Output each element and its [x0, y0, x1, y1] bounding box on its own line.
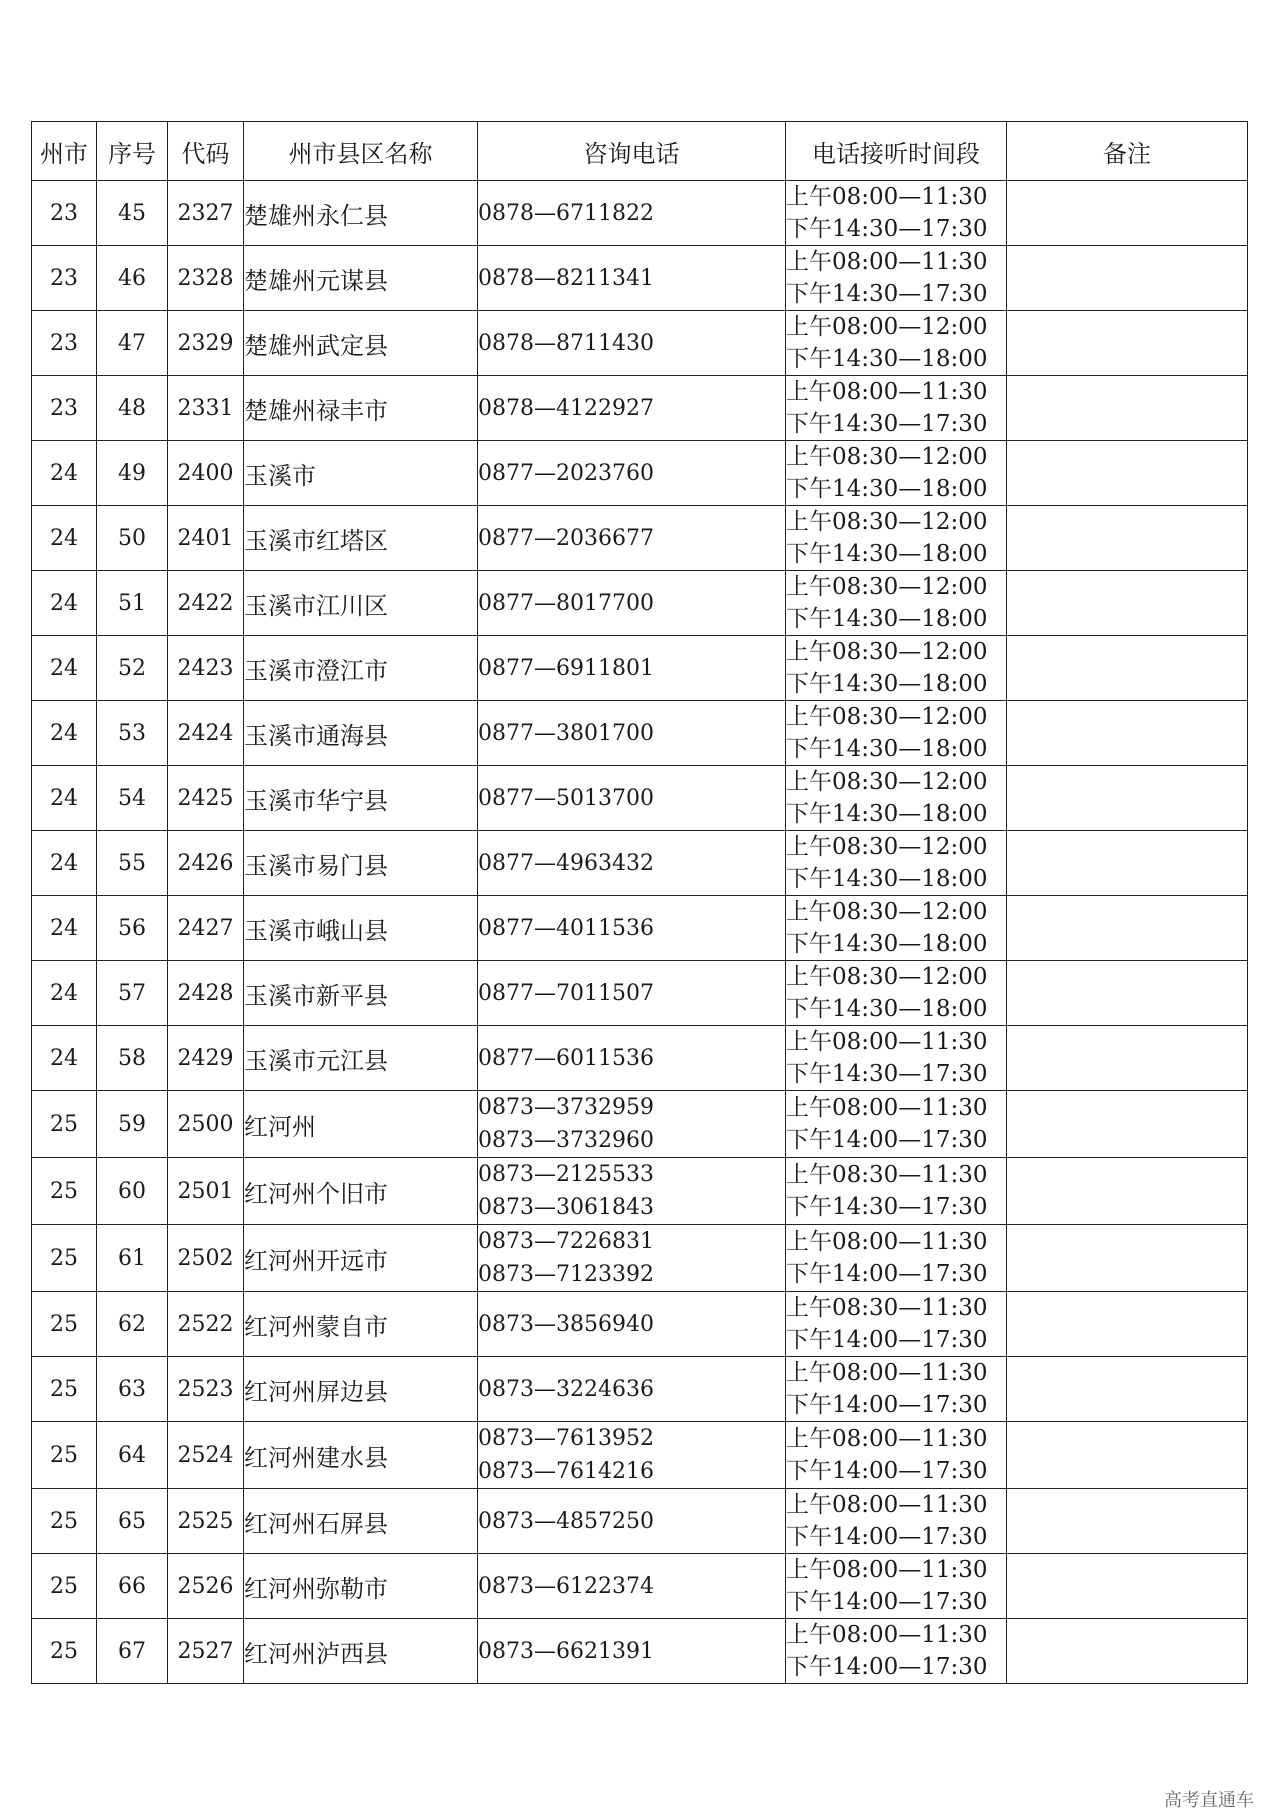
cell-district-name: 楚雄州武定县 — [244, 311, 478, 376]
afternoon-hours: 下午14:00—17:30 — [786, 1327, 988, 1353]
afternoon-hours: 下午14:30—18:00 — [786, 346, 988, 372]
cell-code: 2523 — [168, 1357, 244, 1422]
cell-prefecture: 24 — [32, 961, 97, 1026]
cell-hours — [786, 961, 1007, 1026]
cell-district-name: 红河州石屏县 — [244, 1489, 478, 1554]
phone-number: 0877—8017700 — [478, 590, 654, 616]
table-header — [32, 122, 1248, 181]
cell-hours — [786, 701, 1007, 766]
cell-prefecture: 25 — [32, 1091, 97, 1158]
cell-sequence: 47 — [97, 311, 168, 376]
cell-phone — [478, 1225, 786, 1292]
cell-phone — [478, 1489, 786, 1554]
morning-hours: 上午08:00—11:30 — [786, 1426, 988, 1452]
morning-hours: 上午08:30—12:00 — [786, 444, 988, 470]
cell-district-name: 玉溪市华宁县 — [244, 766, 478, 831]
cell-note — [1007, 181, 1248, 246]
cell-note — [1007, 1026, 1248, 1091]
cell-sequence: 48 — [97, 376, 168, 441]
cell-prefecture: 25 — [32, 1292, 97, 1357]
cell-sequence: 62 — [97, 1292, 168, 1357]
cell-code: 2328 — [168, 246, 244, 311]
afternoon-hours: 下午14:30—17:30 — [786, 216, 988, 242]
cell-sequence: 67 — [97, 1619, 168, 1684]
cell-sequence: 58 — [97, 1026, 168, 1091]
phone-number: 0877—3801700 — [478, 720, 654, 746]
cell-sequence: 50 — [97, 506, 168, 571]
cell-note — [1007, 1225, 1248, 1292]
cell-code: 2424 — [168, 701, 244, 766]
cell-hours — [786, 1091, 1007, 1158]
cell-phone — [478, 181, 786, 246]
phone-number: 0878—4122927 — [478, 395, 654, 421]
cell-sequence: 49 — [97, 441, 168, 506]
cell-district-name: 红河州开远市 — [244, 1225, 478, 1292]
afternoon-hours: 下午14:30—18:00 — [786, 476, 988, 502]
table-row — [32, 311, 1248, 376]
phone-number: 0873—6621391 — [478, 1638, 654, 1664]
cell-sequence: 54 — [97, 766, 168, 831]
header-code: 代码 — [168, 122, 244, 181]
table-row — [32, 1091, 1248, 1158]
cell-code: 2426 — [168, 831, 244, 896]
cell-phone — [478, 896, 786, 961]
cell-note — [1007, 376, 1248, 441]
cell-district-name: 红河州个旧市 — [244, 1158, 478, 1225]
cell-code: 2401 — [168, 506, 244, 571]
cell-prefecture: 24 — [32, 701, 97, 766]
cell-code: 2400 — [168, 441, 244, 506]
cell-prefecture: 25 — [32, 1158, 97, 1225]
cell-district-name: 玉溪市澄江市 — [244, 636, 478, 701]
cell-district-name: 楚雄州永仁县 — [244, 181, 478, 246]
header-note: 备注 — [1007, 122, 1248, 181]
watermark: 高考直通车 — [1164, 1790, 1254, 1811]
cell-phone — [478, 636, 786, 701]
cell-phone — [478, 311, 786, 376]
cell-hours — [786, 441, 1007, 506]
morning-hours: 上午08:30—12:00 — [786, 769, 988, 795]
table-row — [32, 376, 1248, 441]
cell-sequence: 57 — [97, 961, 168, 1026]
cell-district-name: 楚雄州禄丰市 — [244, 376, 478, 441]
afternoon-hours: 下午14:30—18:00 — [786, 606, 988, 632]
cell-hours — [786, 376, 1007, 441]
cell-phone — [478, 961, 786, 1026]
afternoon-hours: 下午14:30—18:00 — [786, 736, 988, 762]
phone-number: 0873—7226831 — [478, 1229, 654, 1254]
cell-district-name: 玉溪市 — [244, 441, 478, 506]
phone-number: 0877—4011536 — [478, 915, 654, 941]
cell-phone — [478, 1026, 786, 1091]
cell-code: 2500 — [168, 1091, 244, 1158]
cell-note — [1007, 896, 1248, 961]
cell-phone — [478, 766, 786, 831]
cell-note — [1007, 571, 1248, 636]
phone-number: 0873—3856940 — [478, 1311, 654, 1337]
table-body — [32, 181, 1248, 1684]
cell-note — [1007, 636, 1248, 701]
cell-code: 2525 — [168, 1489, 244, 1554]
cell-district-name: 玉溪市峨山县 — [244, 896, 478, 961]
contact-table — [31, 121, 1248, 1684]
cell-code: 2522 — [168, 1292, 244, 1357]
table-row — [32, 246, 1248, 311]
cell-hours — [786, 311, 1007, 376]
cell-sequence: 65 — [97, 1489, 168, 1554]
table-row — [32, 1026, 1248, 1091]
cell-prefecture: 24 — [32, 896, 97, 961]
cell-hours — [786, 1225, 1007, 1292]
cell-note — [1007, 1554, 1248, 1619]
phone-number: 0873—7614216 — [478, 1459, 654, 1484]
cell-phone — [478, 1158, 786, 1225]
morning-hours: 上午08:00—12:00 — [786, 314, 988, 340]
header-district-name: 州市县区名称 — [244, 122, 478, 181]
cell-code: 2428 — [168, 961, 244, 1026]
cell-sequence: 61 — [97, 1225, 168, 1292]
cell-sequence: 52 — [97, 636, 168, 701]
cell-phone — [478, 506, 786, 571]
cell-sequence: 56 — [97, 896, 168, 961]
cell-note — [1007, 1357, 1248, 1422]
cell-code: 2427 — [168, 896, 244, 961]
afternoon-hours: 下午14:30—18:00 — [786, 866, 988, 892]
cell-prefecture: 25 — [32, 1225, 97, 1292]
cell-hours — [786, 831, 1007, 896]
cell-prefecture: 25 — [32, 1422, 97, 1489]
cell-hours — [786, 1158, 1007, 1225]
cell-hours — [786, 1554, 1007, 1619]
cell-hours — [786, 1489, 1007, 1554]
cell-code: 2429 — [168, 1026, 244, 1091]
cell-code: 2526 — [168, 1554, 244, 1619]
cell-note — [1007, 961, 1248, 1026]
phone-number: 0873—3732960 — [478, 1128, 654, 1153]
cell-phone — [478, 1554, 786, 1619]
cell-note — [1007, 701, 1248, 766]
cell-phone — [478, 376, 786, 441]
cell-phone — [478, 701, 786, 766]
morning-hours: 上午08:00—11:30 — [786, 1360, 988, 1386]
cell-sequence: 53 — [97, 701, 168, 766]
cell-district-name: 红河州 — [244, 1091, 478, 1158]
table-row — [32, 1225, 1248, 1292]
morning-hours: 上午08:30—12:00 — [786, 704, 988, 730]
morning-hours: 上午08:00—11:30 — [786, 1492, 988, 1518]
cell-prefecture: 25 — [32, 1554, 97, 1619]
cell-district-name: 红河州建水县 — [244, 1422, 478, 1489]
morning-hours: 上午08:00—11:30 — [786, 1229, 988, 1255]
cell-code: 2524 — [168, 1422, 244, 1489]
phone-number: 0878—8711430 — [478, 330, 654, 356]
cell-district-name: 玉溪市易门县 — [244, 831, 478, 896]
phone-number: 0873—6122374 — [478, 1573, 654, 1599]
table-row — [32, 766, 1248, 831]
cell-code: 2331 — [168, 376, 244, 441]
cell-phone — [478, 1292, 786, 1357]
cell-note — [1007, 1158, 1248, 1225]
cell-prefecture: 23 — [32, 311, 97, 376]
cell-note — [1007, 1489, 1248, 1554]
morning-hours: 上午08:00—11:30 — [786, 1622, 988, 1648]
afternoon-hours: 下午14:00—17:30 — [786, 1261, 988, 1287]
phone-number: 0873—3061843 — [478, 1195, 654, 1220]
cell-note — [1007, 441, 1248, 506]
cell-hours — [786, 636, 1007, 701]
table-row — [32, 1554, 1248, 1619]
phone-number: 0873—2125533 — [478, 1162, 654, 1187]
cell-note — [1007, 1091, 1248, 1158]
phone-number: 0877—4963432 — [478, 850, 654, 876]
cell-note — [1007, 246, 1248, 311]
cell-district-name: 玉溪市江川区 — [244, 571, 478, 636]
cell-phone — [478, 1422, 786, 1489]
cell-hours — [786, 896, 1007, 961]
cell-phone — [478, 571, 786, 636]
cell-prefecture: 24 — [32, 1026, 97, 1091]
cell-prefecture: 24 — [32, 766, 97, 831]
phone-number: 0878—8211341 — [478, 265, 654, 291]
morning-hours: 上午08:00—11:30 — [786, 1557, 988, 1583]
cell-code: 2423 — [168, 636, 244, 701]
morning-hours: 上午08:30—12:00 — [786, 574, 988, 600]
header-prefecture: 州市 — [32, 122, 97, 181]
phone-number: 0878—6711822 — [478, 200, 654, 226]
cell-note — [1007, 1292, 1248, 1357]
cell-hours — [786, 571, 1007, 636]
phone-number: 0877—5013700 — [478, 785, 654, 811]
cell-code: 2501 — [168, 1158, 244, 1225]
afternoon-hours: 下午14:00—17:30 — [786, 1392, 988, 1418]
cell-note — [1007, 1619, 1248, 1684]
cell-district-name: 红河州弥勒市 — [244, 1554, 478, 1619]
cell-note — [1007, 766, 1248, 831]
cell-hours — [786, 1422, 1007, 1489]
cell-phone — [478, 1091, 786, 1158]
cell-hours — [786, 181, 1007, 246]
cell-phone — [478, 441, 786, 506]
table-row — [32, 1619, 1248, 1684]
table-row — [32, 1489, 1248, 1554]
afternoon-hours: 下午14:30—17:30 — [786, 281, 988, 307]
cell-hours — [786, 1619, 1007, 1684]
afternoon-hours: 下午14:00—17:30 — [786, 1524, 988, 1550]
cell-sequence: 59 — [97, 1091, 168, 1158]
cell-prefecture: 23 — [32, 376, 97, 441]
table-row — [32, 961, 1248, 1026]
cell-code: 2327 — [168, 181, 244, 246]
cell-hours — [786, 766, 1007, 831]
table-row — [32, 1422, 1248, 1489]
cell-district-name: 红河州蒙自市 — [244, 1292, 478, 1357]
cell-sequence: 46 — [97, 246, 168, 311]
cell-prefecture: 24 — [32, 506, 97, 571]
cell-prefecture: 25 — [32, 1357, 97, 1422]
table-row — [32, 181, 1248, 246]
cell-district-name: 玉溪市通海县 — [244, 701, 478, 766]
morning-hours: 上午08:30—12:00 — [786, 834, 988, 860]
phone-number: 0877—6011536 — [478, 1045, 654, 1071]
cell-prefecture: 24 — [32, 636, 97, 701]
morning-hours: 上午08:30—11:30 — [786, 1162, 988, 1188]
afternoon-hours: 下午14:00—17:30 — [786, 1127, 988, 1153]
morning-hours: 上午08:30—11:30 — [786, 1295, 988, 1321]
cell-sequence: 45 — [97, 181, 168, 246]
cell-note — [1007, 506, 1248, 571]
phone-number: 0873—7613952 — [478, 1426, 654, 1451]
cell-code: 2502 — [168, 1225, 244, 1292]
table-row — [32, 506, 1248, 571]
table-row — [32, 441, 1248, 506]
cell-note — [1007, 831, 1248, 896]
table-row — [32, 896, 1248, 961]
afternoon-hours: 下午14:00—17:30 — [786, 1654, 988, 1680]
cell-hours — [786, 1357, 1007, 1422]
afternoon-hours: 下午14:30—17:30 — [786, 1061, 988, 1087]
cell-note — [1007, 311, 1248, 376]
table-row — [32, 1292, 1248, 1357]
morning-hours: 上午08:00—11:30 — [786, 184, 988, 210]
afternoon-hours: 下午14:30—18:00 — [786, 996, 988, 1022]
table-row — [32, 636, 1248, 701]
afternoon-hours: 下午14:30—17:30 — [786, 1194, 988, 1220]
cell-code: 2422 — [168, 571, 244, 636]
phone-number: 0877—6911801 — [478, 655, 654, 681]
cell-phone — [478, 1357, 786, 1422]
morning-hours: 上午08:30—12:00 — [786, 899, 988, 925]
table-row — [32, 571, 1248, 636]
header-hours: 电话接听时间段 — [786, 122, 1007, 181]
afternoon-hours: 下午14:00—17:30 — [786, 1589, 988, 1615]
afternoon-hours: 下午14:30—18:00 — [786, 931, 988, 957]
header-row — [32, 122, 1248, 181]
cell-sequence: 60 — [97, 1158, 168, 1225]
afternoon-hours: 下午14:30—18:00 — [786, 801, 988, 827]
table-row — [32, 1158, 1248, 1225]
cell-prefecture: 24 — [32, 571, 97, 636]
cell-code: 2527 — [168, 1619, 244, 1684]
cell-hours — [786, 246, 1007, 311]
morning-hours: 上午08:00—11:30 — [786, 1095, 988, 1121]
cell-district-name: 玉溪市元江县 — [244, 1026, 478, 1091]
morning-hours: 上午08:30—12:00 — [786, 964, 988, 990]
morning-hours: 上午08:30—12:00 — [786, 639, 988, 665]
table-row — [32, 1357, 1248, 1422]
cell-prefecture: 23 — [32, 246, 97, 311]
phone-number: 0877—2023760 — [478, 460, 654, 486]
afternoon-hours: 下午14:30—18:00 — [786, 671, 988, 697]
cell-phone — [478, 246, 786, 311]
cell-prefecture: 25 — [32, 1619, 97, 1684]
morning-hours: 上午08:00—11:30 — [786, 379, 988, 405]
morning-hours: 上午08:00—11:30 — [786, 1029, 988, 1055]
table-row — [32, 701, 1248, 766]
cell-code: 2329 — [168, 311, 244, 376]
cell-prefecture: 23 — [32, 181, 97, 246]
cell-code: 2425 — [168, 766, 244, 831]
phone-number: 0877—7011507 — [478, 980, 654, 1006]
phone-number: 0877—2036677 — [478, 525, 654, 551]
cell-phone — [478, 831, 786, 896]
cell-prefecture: 24 — [32, 831, 97, 896]
phone-number: 0873—7123392 — [478, 1262, 654, 1287]
cell-district-name: 楚雄州元谋县 — [244, 246, 478, 311]
morning-hours: 上午08:30—12:00 — [786, 509, 988, 535]
cell-hours — [786, 506, 1007, 571]
cell-sequence: 66 — [97, 1554, 168, 1619]
cell-district-name: 玉溪市新平县 — [244, 961, 478, 1026]
cell-district-name: 玉溪市红塔区 — [244, 506, 478, 571]
phone-number: 0873—3224636 — [478, 1376, 654, 1402]
cell-district-name: 红河州泸西县 — [244, 1619, 478, 1684]
cell-sequence: 63 — [97, 1357, 168, 1422]
phone-number: 0873—3732959 — [478, 1095, 654, 1120]
morning-hours: 上午08:00—11:30 — [786, 249, 988, 275]
cell-sequence: 51 — [97, 571, 168, 636]
cell-prefecture: 24 — [32, 441, 97, 506]
cell-hours — [786, 1292, 1007, 1357]
cell-sequence: 64 — [97, 1422, 168, 1489]
cell-sequence: 55 — [97, 831, 168, 896]
cell-district-name: 红河州屏边县 — [244, 1357, 478, 1422]
phone-number: 0873—4857250 — [478, 1508, 654, 1534]
cell-hours — [786, 1026, 1007, 1091]
table-row — [32, 831, 1248, 896]
afternoon-hours: 下午14:30—17:30 — [786, 411, 988, 437]
header-sequence: 序号 — [97, 122, 168, 181]
afternoon-hours: 下午14:30—18:00 — [786, 541, 988, 567]
cell-prefecture: 25 — [32, 1489, 97, 1554]
afternoon-hours: 下午14:00—17:30 — [786, 1458, 988, 1484]
cell-phone — [478, 1619, 786, 1684]
header-phone: 咨询电话 — [478, 122, 786, 181]
cell-note — [1007, 1422, 1248, 1489]
